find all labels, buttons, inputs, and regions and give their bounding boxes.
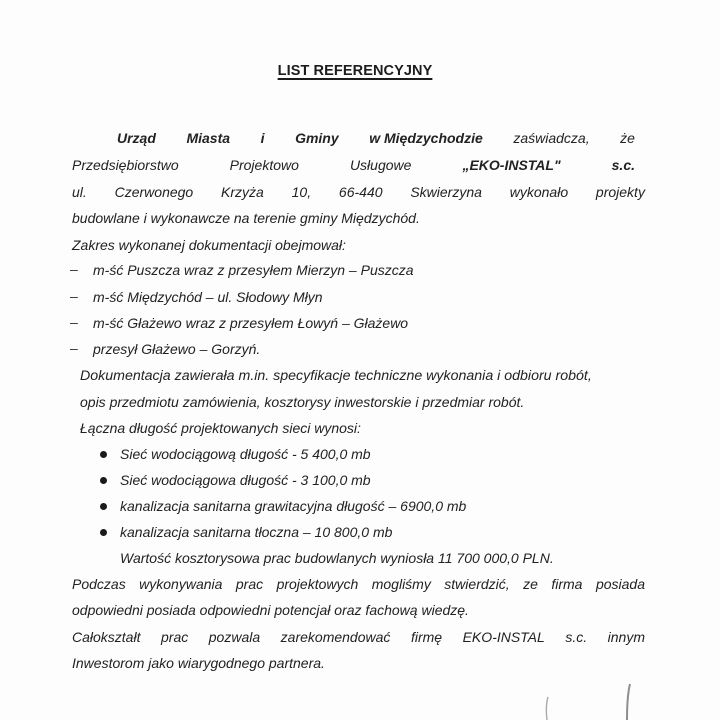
scope-item: m-ść Międzychód – ul. Słodowy Młyn [93,289,323,305]
document-title: LIST REFERENCYJNY [277,63,433,79]
bullet-icon [100,451,107,458]
statement-word: mogliśmy [371,576,431,592]
bullet-icon [100,477,107,484]
recommendation-word: EKO-INSTAL [462,629,545,645]
recommendation-word: innym [607,629,645,645]
scope-item: m-ść Puszcza wraz z przesyłem Mierzyn – Puszcza [93,262,414,278]
recommendation-line-1 [72,628,645,646]
cost-value: Wartość kosztorysowa prac budowlanych wyniosła 11 700 000,0 PLN. [120,550,554,566]
intro-word: wykonało [509,184,569,200]
intro-word: Skwierzyna [410,184,482,200]
company-name: „EKO-INSTAL" [462,157,561,173]
documentation-line-1: Dokumentacja zawierała m.in. specyfikacje techniczne wykonania i odbioru robót, [80,368,592,384]
scope-dash: – [70,340,78,356]
intro-word: Projektowo [229,157,299,173]
intro-word: Miasta [186,130,231,146]
documentation-line-2: opis przedmiotu zamówienia, kosztorysy inwestorskie i przedmiar robót. [80,394,525,410]
statement-word: wykonywania [139,576,223,592]
recommendation-word: s.c. [565,629,588,645]
intro-word: Czerwonego [114,184,194,200]
scope-dash: – [70,314,78,330]
intro-line-1 [117,129,635,147]
intro-word: zaświadcza, [513,130,590,146]
bullet-icon [100,503,107,510]
signature-stroke [546,697,548,720]
bullet-icon [100,529,107,536]
statement-word: prac [235,576,264,592]
intro-word: s.c. [611,157,635,173]
statement-word: posiada [595,576,645,592]
scope-dash: – [70,288,78,304]
statement-word: Podczas [72,576,126,592]
statement-word: stwierdzić, [444,576,510,592]
statement-word: ze [523,576,538,592]
recommendation-word: pozwala [208,629,261,645]
scope-heading: Zakres wykonanej dokumentacji obejmował: [72,237,346,253]
intro-word: Krzyża [221,184,264,200]
statement-line-2: odpowiedni posiada odpowiedni potencjał oraz fachową wiedzę. [72,602,469,618]
intro-word: 66-440 [338,184,383,200]
recommendation-word: Całokształt [72,629,141,645]
statement-line-1 [72,575,645,593]
intro-line-3 [72,183,645,201]
scope-dash: – [70,261,78,277]
scope-item: m-ść Głażewo wraz z przesyłem Łowyń – Głażewo [93,315,409,331]
recommendation-word: prac [161,629,189,645]
length-heading: Łączna długość projektowanych sieci wynosi: [80,420,361,436]
recommendation-word: firmę [410,629,443,645]
network-item: Sieć wodociągową długość - 5 400,0 mb [120,446,371,462]
network-item: kanalizacja sanitarna grawitacyjna długość – 6900,0 mb [120,498,467,514]
scope-item: przesył Głażewo – Gorzyń. [93,341,261,357]
intro-word: Usługowe [349,157,412,173]
network-item: kanalizacja sanitarna tłoczna – 10 800,0 mb [120,524,393,540]
network-item: Sieć wodociągowa długość - 3 100,0 mb [120,472,371,488]
intro-word: w Międzychodzie [369,130,483,146]
intro-word: ul. [72,184,87,200]
statement-word: firma [551,576,583,592]
intro-word: Gminy [295,130,339,146]
statement-word: projektowych [276,576,359,592]
intro-word: Urząd [117,130,156,146]
intro-word: Przedsiębiorstwo [72,157,179,173]
intro-line-4: budowlane i wykonawcze na terenie gminy Międzychód. [72,210,420,226]
intro-word: projekty [595,184,645,200]
intro-word: że [620,130,635,146]
intro-word: 10, [291,184,312,200]
intro-line-2 [72,156,635,174]
recommendation-line-2: Inwestorom jako wiarygodnego partnera. [72,655,325,671]
intro-word: i [260,130,265,146]
signature-stroke [627,684,630,720]
recommendation-word: zarekomendować [280,629,391,645]
